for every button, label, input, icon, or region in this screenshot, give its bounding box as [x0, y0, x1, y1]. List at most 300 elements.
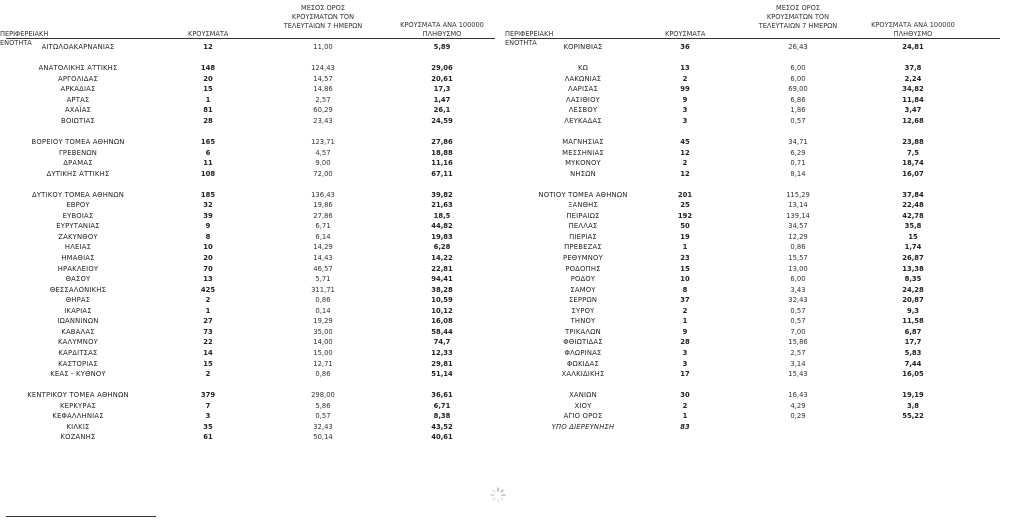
avg-7day-value: 13,14: [788, 201, 808, 210]
per100k-value: 94,41: [431, 275, 453, 284]
region-name: ΛΕΣΒΟΥ: [568, 106, 598, 115]
region-name: ΠΕΙΡΑΙΩΣ: [566, 211, 600, 220]
table-row: [0, 43, 500, 52]
region-name: ΘΑΣΟΥ: [65, 275, 91, 284]
region-name: ΥΠΟ ΔΙΕΡΕΥΝΗΣΗ: [551, 422, 615, 431]
avg-7day-value: 5,86: [315, 401, 331, 410]
per100k-value: 27,86: [431, 137, 453, 146]
table-row: [505, 64, 1005, 73]
region-name: ΑΡΤΑΣ: [66, 95, 90, 104]
header-avg: ΜΕΣΟΣ ΟΡΟΣ ΚΡΟΥΣΜΑΤΩΝ ΤΟΝ ΤΕΛΕΥΤΑΙΩΝ 7 ΗΜΕΡΩΝ: [283, 4, 363, 30]
table-row: [0, 391, 500, 400]
region-name: ΠΕΛΛΑΣ: [568, 222, 598, 231]
header-region: ΠΕΡΙΦΕΡΕΙΑΚΗ ΕΝΟΤΗΤΑ: [505, 30, 554, 47]
cases-value: 2: [682, 159, 688, 168]
avg-7day-value: 8,14: [790, 169, 806, 178]
table-row: [0, 433, 500, 442]
per100k-value: 55,22: [902, 412, 924, 421]
region-name: ΠΙΕΡΙΑΣ: [569, 232, 597, 241]
table-row: [505, 43, 1005, 52]
cases-value: 9: [682, 327, 688, 336]
avg-7day-value: 6,29: [790, 148, 806, 157]
cases-value: 6: [205, 148, 211, 157]
table-row: [0, 243, 500, 252]
table-row: [0, 85, 500, 94]
region-name: ΧΑΝΙΩΝ: [569, 391, 597, 400]
avg-7day-value: 298,00: [311, 391, 335, 400]
table-row: [0, 286, 500, 295]
loading-spinner-icon: [490, 487, 506, 503]
table-row: [0, 212, 500, 221]
cases-value: 2: [682, 74, 688, 83]
table-row: [505, 328, 1005, 337]
per100k-value: 16,08: [431, 317, 453, 326]
table-row: [505, 149, 1005, 158]
table-row: [0, 159, 500, 168]
avg-7day-value: 139,14: [786, 211, 810, 220]
table-row: [505, 170, 1005, 179]
per100k-value: 16,05: [902, 370, 924, 379]
region-name: ΒΟΙΩΤΙΑΣ: [61, 116, 95, 125]
cases-value: 3: [682, 116, 688, 125]
avg-7day-value: 23,43: [313, 116, 333, 125]
avg-7day-value: 2,57: [790, 348, 806, 357]
region-name: ΘΕΣΣΑΛΟΝΙΚΗΣ: [49, 285, 107, 294]
table-row: [505, 212, 1005, 221]
cases-value: 1: [682, 243, 688, 252]
cases-value: 379: [200, 391, 216, 400]
per100k-value: 22,48: [902, 201, 924, 210]
cases-value: 9: [205, 222, 211, 231]
region-name: ΚΕΡΚΥΡΑΣ: [59, 401, 97, 410]
per100k-value: 19,19: [902, 391, 924, 400]
avg-7day-value: 115,29: [786, 190, 810, 199]
per100k-value: 29,06: [431, 64, 453, 73]
cases-value: 12: [680, 148, 690, 157]
cases-value: 12: [680, 169, 690, 178]
table-row: [505, 402, 1005, 411]
region-name: ΚΟΡΙΝΘΙΑΣ: [563, 43, 603, 51]
cases-value: 35: [203, 422, 213, 431]
per100k-value: 26,87: [902, 254, 924, 262]
cases-value: 2: [682, 306, 688, 315]
per100k-value: 5,83: [904, 348, 922, 357]
region-name: ΛΑΚΩΝΙΑΣ: [564, 74, 602, 83]
region-name: ΚΑΒΑΛΑΣ: [61, 327, 95, 336]
table-row: [0, 75, 500, 84]
per100k-value: 6,71: [433, 401, 451, 410]
region-name: ΚΑΡΔΙΤΣΑΣ: [58, 348, 98, 357]
cases-value: 83: [680, 422, 690, 431]
avg-7day-value: 19,86: [313, 201, 333, 210]
cases-value: 8: [682, 285, 688, 294]
region-name: ΚΕΦΑΛΛΗΝΙΑΣ: [52, 412, 104, 421]
per100k-value: 23,88: [902, 137, 924, 146]
cases-value: 27: [203, 317, 213, 326]
cases-value: 2: [682, 401, 688, 410]
header-divider: [511, 38, 1000, 39]
avg-7day-value: 27,86: [313, 211, 333, 220]
cases-value: 1: [682, 412, 688, 421]
region-name: ΡΟΔΟΥ: [570, 275, 596, 284]
avg-7day-value: 6,71: [315, 222, 331, 231]
region-name: ΚΟΖΑΝΗΣ: [60, 433, 96, 442]
cases-value: 22: [203, 338, 213, 347]
avg-7day-value: 311,71: [311, 285, 335, 294]
per100k-value: 6,87: [904, 327, 922, 336]
table-row: [0, 370, 500, 379]
per100k-value: 10,12: [431, 306, 453, 315]
region-name: ΞΑΝΘΗΣ: [568, 201, 598, 210]
bottom-divider: [6, 516, 156, 517]
cases-value: 7: [205, 401, 211, 410]
region-name: ΚΕΑΣ - ΚΥΘΝΟΥ: [50, 370, 106, 379]
region-name: ΤΡΙΚΑΛΩΝ: [565, 327, 601, 336]
cases-value: 20: [203, 254, 213, 262]
per100k-value: 17,3: [433, 85, 451, 94]
per100k-value: 17,7: [904, 338, 922, 347]
region-name: ΚΑΣΤΟΡΙΑΣ: [58, 359, 98, 368]
region-name: ΣΕΡΡΩΝ: [568, 296, 598, 305]
header-per100k: ΚΡΟΥΣΜΑΤΑ ΑΝΑ 100000 ΠΛΗΘΥΣΜΟ: [871, 21, 955, 38]
per100k-value: 34,82: [902, 85, 924, 94]
region-name: ΣΥΡΟΥ: [571, 306, 595, 315]
avg-7day-value: 7,00: [790, 327, 806, 336]
region-name: ΡΟΔΟΠΗΣ: [565, 264, 601, 273]
per100k-value: 37,8: [904, 64, 922, 73]
avg-7day-value: 46,57: [313, 264, 333, 273]
per100k-value: 5,89: [433, 43, 451, 51]
avg-7day-value: 11,00: [313, 43, 333, 51]
table-row: [505, 391, 1005, 400]
avg-7day-value: 4,57: [315, 148, 331, 157]
cases-value: 185: [200, 190, 216, 199]
cases-value: 28: [203, 116, 213, 125]
avg-7day-value: 1,86: [790, 106, 806, 115]
cases-value: 13: [203, 275, 213, 284]
avg-7day-value: 14,00: [313, 338, 333, 347]
cases-value: 36: [680, 43, 690, 51]
cases-value: 2: [205, 370, 211, 379]
per100k-value: 3,8: [906, 401, 920, 410]
table-row: [0, 360, 500, 369]
table-row: [0, 412, 500, 421]
table-row: [0, 106, 500, 115]
avg-7day-value: 6,00: [790, 275, 806, 284]
region-name: ΛΑΣΙΘΙΟΥ: [565, 95, 601, 104]
table-row: [505, 159, 1005, 168]
per100k-value: 16,07: [902, 169, 924, 178]
table-row: [505, 296, 1005, 305]
region-name: ΜΕΣΣΗΝΙΑΣ: [562, 148, 604, 157]
avg-7day-value: 34,71: [788, 137, 808, 146]
avg-7day-value: 12,29: [788, 232, 808, 241]
per100k-value: 14,22: [431, 254, 453, 262]
table-row: [505, 191, 1005, 200]
cases-value: 1: [682, 317, 688, 326]
table-row: [505, 286, 1005, 295]
avg-7day-value: 15,57: [788, 254, 808, 262]
cases-value: 148: [200, 64, 216, 73]
per100k-value: 74,7: [433, 338, 451, 347]
cases-value: 37: [680, 296, 690, 305]
cases-value: 3: [682, 348, 688, 357]
table-row: [505, 370, 1005, 379]
per100k-value: 1,47: [433, 95, 451, 104]
cases-value: 3: [205, 412, 211, 421]
region-name: ΚΙΛΚΙΣ: [66, 422, 90, 431]
region-name: ΤΗΝΟΥ: [570, 317, 596, 326]
per100k-value: 2,24: [904, 74, 922, 83]
region-name: ΓΡΕΒΕΝΩΝ: [58, 148, 98, 157]
table-row: [0, 117, 500, 126]
cases-value: 10: [680, 275, 690, 284]
avg-7day-value: 14,57: [313, 74, 333, 83]
cases-value: 1: [205, 306, 211, 315]
region-name: ΧΑΛΚΙΔΙΚΗΣ: [561, 370, 605, 379]
table-row: [505, 338, 1005, 347]
table-row: [0, 191, 500, 200]
per100k-value: 1,74: [904, 243, 922, 252]
avg-7day-value: 0,29: [790, 412, 806, 421]
avg-7day-value: 3,14: [790, 359, 806, 368]
cases-value: 9: [682, 95, 688, 104]
header-cases: ΚΡΟΥΣΜΑΤΑ: [188, 30, 229, 38]
cases-value: 13: [680, 64, 690, 73]
table-row: [0, 201, 500, 210]
per100k-value: 11,16: [431, 159, 453, 168]
cases-value: 15: [680, 264, 690, 273]
per100k-value: 15: [908, 232, 918, 241]
cases-value: 10: [203, 243, 213, 252]
avg-7day-value: 0,86: [790, 243, 806, 252]
avg-7day-value: 35,00: [313, 327, 333, 336]
table-row: [505, 117, 1005, 126]
per100k-value: 22,81: [431, 264, 453, 273]
avg-7day-value: 16,43: [788, 391, 808, 400]
region-name: ΜΥΚΟΝΟΥ: [565, 159, 601, 168]
table-row: [505, 423, 1005, 432]
table-row: [505, 233, 1005, 242]
table-row: [505, 360, 1005, 369]
region-name: ΑΙΤΩΛΟΑΚΑΡΝΑΝΙΑΣ: [41, 43, 115, 51]
per100k-value: 38,28: [431, 285, 453, 294]
region-name: ΑΡΚΑΔΙΑΣ: [60, 85, 96, 94]
region-name: ΔΥΤΙΚΗΣ ΑΤΤΙΚΗΣ: [46, 169, 110, 178]
avg-7day-value: 0,57: [790, 116, 806, 125]
cases-value: 14: [203, 348, 213, 357]
table-row: [0, 423, 500, 432]
table-row: [505, 412, 1005, 421]
cases-value: 32: [203, 201, 213, 210]
per100k-value: 11,84: [902, 95, 924, 104]
avg-7day-value: 6,00: [790, 64, 806, 73]
region-name: ΑΝΑΤΟΛΙΚΗΣ ΑΤΤΙΚΗΣ: [38, 64, 118, 73]
region-name: ΖΑΚΥΝΘΟΥ: [58, 232, 98, 241]
table-row: [505, 265, 1005, 274]
region-name: ΧΙΟΥ: [574, 401, 592, 410]
avg-7day-value: 72,00: [313, 169, 333, 178]
cases-value: 81: [203, 106, 213, 115]
cases-value: 70: [203, 264, 213, 273]
cases-value: 20: [203, 74, 213, 83]
region-name: ΠΡΕΒΕΖΑΣ: [564, 243, 602, 252]
table-row: [505, 201, 1005, 210]
per100k-value: 37,84: [902, 190, 924, 199]
table-row: [0, 254, 500, 263]
cases-value: 201: [677, 190, 693, 199]
region-name: ΙΩΑΝΝΙΝΩΝ: [57, 317, 99, 326]
per100k-value: 42,78: [902, 211, 924, 220]
cases-value: 108: [200, 169, 216, 178]
cases-value: 25: [680, 201, 690, 210]
avg-7day-value: 15,00: [313, 348, 333, 357]
per100k-value: 18,5: [433, 211, 451, 220]
region-name: ΦΘΙΩΤΙΔΑΣ: [563, 338, 603, 347]
per100k-value: 3,47: [904, 106, 922, 115]
per100k-value: 21,63: [431, 201, 453, 210]
per100k-value: 20,87: [902, 296, 924, 305]
table-row: [505, 106, 1005, 115]
table-row: [0, 328, 500, 337]
avg-7day-value: 50,14: [313, 433, 333, 442]
avg-7day-value: 0,71: [790, 159, 806, 168]
per100k-value: 10,59: [431, 296, 453, 305]
region-name: ΔΥΤΙΚΟΥ ΤΟΜΕΑ ΑΘΗΝΩΝ: [31, 190, 125, 199]
cases-value: 15: [203, 359, 213, 368]
per100k-value: 24,59: [431, 116, 453, 125]
header-cases: ΚΡΟΥΣΜΑΤΑ: [665, 30, 706, 38]
cases-value: 425: [200, 285, 216, 294]
table-row: [0, 138, 500, 147]
per100k-value: 44,82: [431, 222, 453, 231]
per100k-value: 6,28: [433, 243, 451, 252]
table-row: [0, 64, 500, 73]
region-name: ΘΗΡΑΣ: [65, 296, 91, 305]
table-row: [505, 254, 1005, 263]
header-avg: ΜΕΣΟΣ ΟΡΟΣ ΚΡΟΥΣΜΑΤΩΝ ΤΟΝ ΤΕΛΕΥΤΑΙΩΝ 7 ΗΜΕΡΩΝ: [758, 4, 838, 30]
region-name: ΚΩ: [577, 64, 589, 73]
avg-7day-value: 0,86: [315, 296, 331, 305]
region-name: ΕΥΒΟΙΑΣ: [62, 211, 94, 220]
avg-7day-value: 0,14: [315, 306, 331, 315]
table-row: [0, 307, 500, 316]
table-row: [0, 296, 500, 305]
region-name: ΒΟΡΕΙΟΥ ΤΟΜΕΑ ΑΘΗΝΩΝ: [31, 137, 125, 146]
cases-value: 73: [203, 327, 213, 336]
avg-7day-value: 124,43: [311, 64, 335, 73]
per100k-value: 51,14: [431, 370, 453, 379]
avg-7day-value: 14,86: [313, 85, 333, 94]
cases-value: 165: [200, 137, 216, 146]
avg-7day-value: 6,00: [790, 74, 806, 83]
per100k-value: 36,61: [431, 391, 453, 400]
cases-value: 19: [680, 232, 690, 241]
cases-value: 12: [203, 43, 213, 51]
avg-7day-value: 32,43: [313, 422, 333, 431]
table-row: [0, 338, 500, 347]
cases-value: 2: [205, 296, 211, 305]
region-name: ΔΡΑΜΑΣ: [63, 159, 93, 168]
table-row: [505, 307, 1005, 316]
avg-7day-value: 3,43: [790, 285, 806, 294]
per100k-value: 26,1: [433, 106, 451, 115]
region-name: ΡΕΘΥΜΝΟΥ: [563, 254, 603, 262]
table-row: [0, 96, 500, 105]
region-name: ΛΑΡΙΣΑΣ: [567, 85, 599, 94]
cases-value: 8: [205, 232, 211, 241]
table-row: [0, 222, 500, 231]
header-region: ΠΕΡΙΦΕΡΕΙΑΚΗ ΕΝΟΤΗΤΑ: [0, 30, 49, 47]
table-row: [0, 233, 500, 242]
cases-value: 28: [680, 338, 690, 347]
avg-7day-value: 136,43: [311, 190, 335, 199]
cases-value: 45: [680, 137, 690, 146]
table-row: [0, 317, 500, 326]
per100k-value: 7,5: [906, 148, 920, 157]
avg-7day-value: 9,00: [315, 159, 331, 168]
table-row: [505, 138, 1005, 147]
per100k-value: 39,82: [431, 190, 453, 199]
per100k-value: 11,58: [902, 317, 924, 326]
per100k-value: 24,81: [902, 43, 924, 51]
per100k-value: 8,38: [433, 412, 451, 421]
per100k-value: 24,28: [902, 285, 924, 294]
cases-value: 99: [680, 85, 690, 94]
per100k-value: 12,33: [431, 348, 453, 357]
avg-7day-value: 6,14: [315, 232, 331, 241]
cases-value: 39: [203, 211, 213, 220]
table-row: [0, 349, 500, 358]
avg-7day-value: 2,57: [315, 95, 331, 104]
table-row: [505, 75, 1005, 84]
avg-7day-value: 0,57: [315, 412, 331, 421]
region-name: ΝΟΤΙΟΥ ΤΟΜΕΑ ΑΘΗΝΩΝ: [538, 190, 628, 199]
region-name: ΗΡΑΚΛΕΙΟΥ: [57, 264, 99, 273]
avg-7day-value: 19,29: [313, 317, 333, 326]
avg-7day-value: 60,29: [313, 106, 333, 115]
region-name: ΗΛΕΙΑΣ: [64, 243, 92, 252]
cases-value: 23: [680, 254, 690, 262]
avg-7day-value: 26,43: [788, 43, 808, 51]
cases-value: 17: [680, 370, 690, 379]
table-row: [0, 170, 500, 179]
region-name: ΦΩΚΙΔΑΣ: [567, 359, 599, 368]
table-row: [505, 243, 1005, 252]
avg-7day-value: 12,71: [313, 359, 333, 368]
avg-7day-value: 0,86: [315, 370, 331, 379]
avg-7day-value: 123,71: [311, 137, 335, 146]
per100k-value: 19,83: [431, 232, 453, 241]
region-name: ΦΛΩΡΙΝΑΣ: [564, 348, 602, 357]
cases-value: 192: [677, 211, 693, 220]
region-name: ΑΡΓΟΛΙΔΑΣ: [58, 74, 98, 83]
per100k-value: 40,61: [431, 433, 453, 442]
table-row: [505, 85, 1005, 94]
per100k-value: 58,44: [431, 327, 453, 336]
avg-7day-value: 14,43: [313, 254, 333, 262]
avg-7day-value: 0,57: [790, 317, 806, 326]
table-row: [0, 265, 500, 274]
region-name: ΙΚΑΡΙΑΣ: [64, 306, 92, 315]
header-divider: [6, 38, 495, 39]
region-name: ΕΒΡΟΥ: [66, 201, 90, 210]
per100k-value: 20,61: [431, 74, 453, 83]
table-row: [505, 317, 1005, 326]
region-name: ΛΕΥΚΑΔΑΣ: [564, 116, 602, 125]
per100k-value: 18,88: [431, 148, 453, 157]
per100k-value: 13,38: [902, 264, 924, 273]
